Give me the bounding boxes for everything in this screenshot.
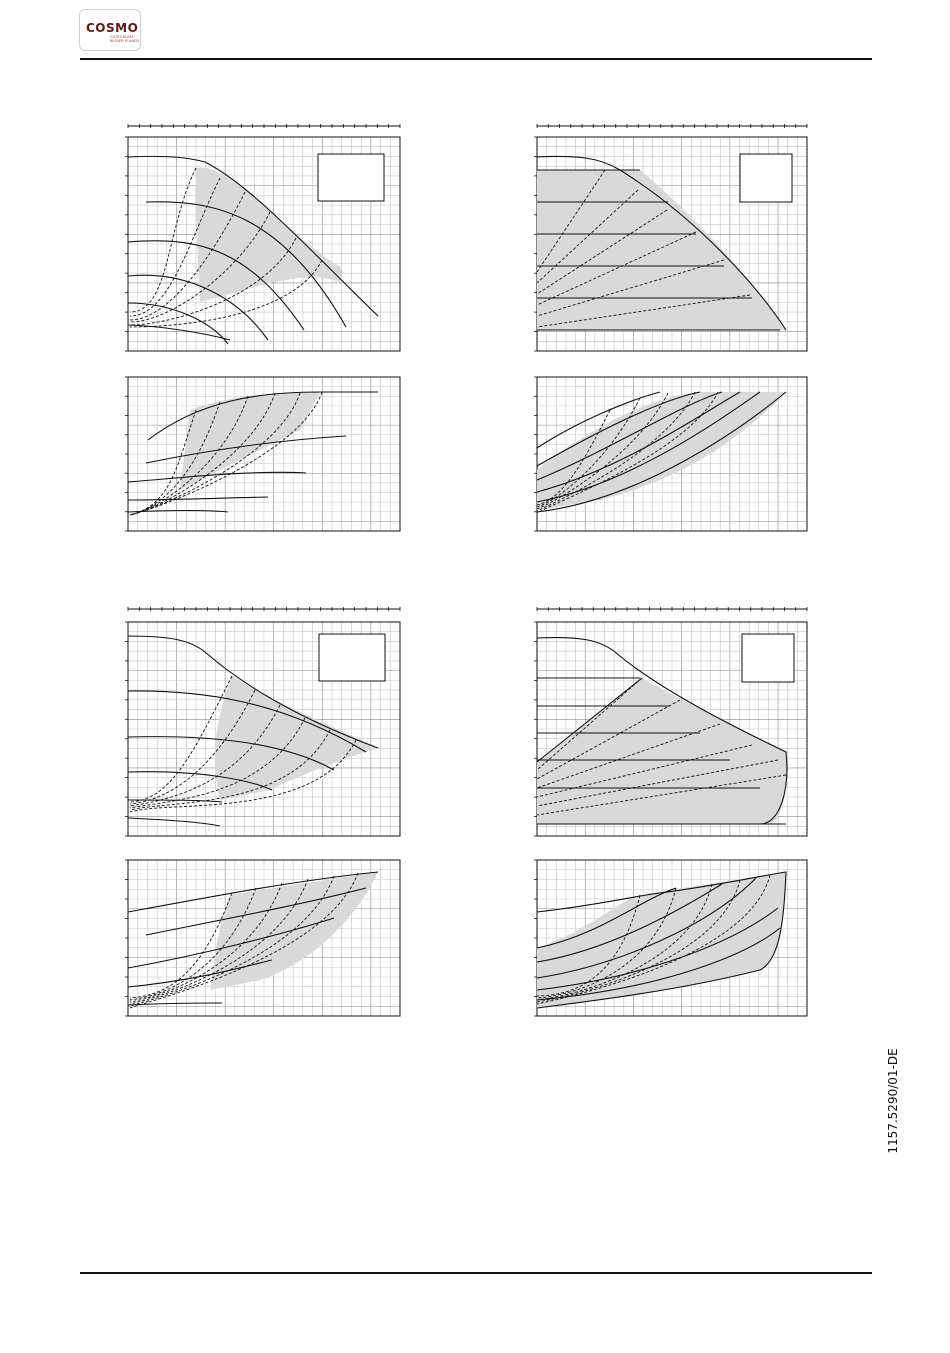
document-number-text: 1157.5290/01-DE bbox=[886, 1048, 900, 1154]
logo-brand: COSMO bbox=[86, 21, 139, 35]
chart-bl-p-5 bbox=[128, 1003, 222, 1005]
chart-br-legend-box bbox=[742, 634, 794, 682]
chart-bl-power-shade bbox=[210, 872, 378, 990]
chart-tl-curve-6 bbox=[128, 325, 230, 340]
chart-tr-legend-box bbox=[740, 154, 792, 202]
chart-tl-curve-5 bbox=[128, 303, 228, 344]
chart-tl-legend-box bbox=[318, 154, 384, 201]
chart-tl-power-shade bbox=[180, 392, 320, 490]
chart-bl-legend-box bbox=[319, 634, 385, 681]
chart-bl-curve-6 bbox=[128, 818, 220, 826]
logo-tagline: GUTES KLIMA BESSER PLANEN bbox=[110, 35, 139, 43]
chart-tl-p-curve-4 bbox=[128, 497, 268, 500]
